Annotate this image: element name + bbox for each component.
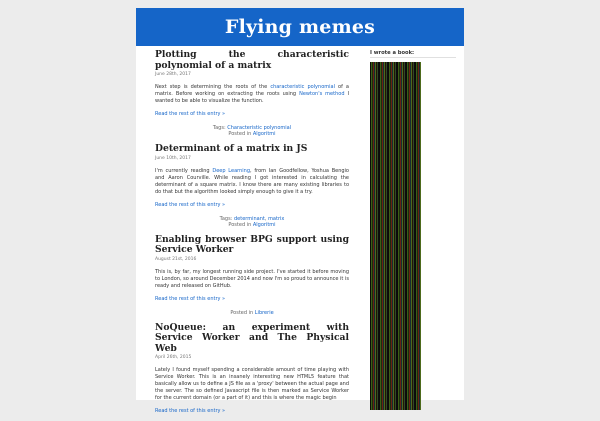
post-date: June 10th, 2017 xyxy=(155,155,191,161)
post-meta xyxy=(155,216,349,228)
post-excerpt xyxy=(155,367,349,402)
excerpt-link[interactable]: characteristic polynomial xyxy=(270,84,335,90)
excerpt-link[interactable]: Newton's method xyxy=(299,91,345,97)
excerpt-text: , from Ian Goodfellow, Yoshua Bengio and Aaron Courville. While reading I got interested in calculating the determinant of a square matrix. I know there are many existing libraries to do that but the algorithm looked simply enough to give it a try. xyxy=(155,167,349,195)
excerpt-text: I wanted to be able to visualize the function. xyxy=(155,91,349,104)
post-category xyxy=(155,310,349,316)
tag-link[interactable]: matrix xyxy=(268,215,285,222)
post-meta xyxy=(155,125,349,137)
read-more-link[interactable]: Read the rest of this entry » xyxy=(155,295,226,302)
read-more-link[interactable]: Read the rest of this entry » xyxy=(155,111,226,117)
post-excerpt xyxy=(155,168,349,196)
post-date: April 26th, 2015 xyxy=(155,355,192,360)
excerpt-text: This is, by far, my longest running side project. I've started it before moving to London, so around December 2014 and now I'm so proud to announce it is ready and released on GitHub. xyxy=(155,268,349,289)
post-title[interactable]: NoQueue: an experiment with Service Worker and The Physical Web xyxy=(155,321,349,354)
sidebar-widget-title: I wrote a book: xyxy=(370,50,456,58)
post-tags: Tags: determinant, matrix xyxy=(219,215,285,222)
post xyxy=(155,144,349,228)
posted-in-label: Posted in xyxy=(228,131,252,137)
post-title[interactable]: Plotting the characteristic polynomial of a matrix xyxy=(155,49,349,71)
read-more-link[interactable]: Read the rest of this entry » xyxy=(155,201,226,208)
book-cover-image[interactable] xyxy=(370,62,421,410)
excerpt-text: I'm currently reading xyxy=(155,167,213,174)
tag-link[interactable]: Characteristic polynomial xyxy=(227,125,292,131)
excerpt-text: Next step is determining the roots of the xyxy=(155,84,271,90)
category-link[interactable]: Librerie xyxy=(254,309,274,316)
post-date: June 28th, 2017 xyxy=(155,72,191,77)
post-category xyxy=(155,222,349,228)
post xyxy=(155,235,349,316)
sidebar xyxy=(370,50,456,410)
posted-in-label: Posted in xyxy=(228,221,252,228)
post-excerpt xyxy=(155,269,349,290)
post-date: August 21st, 2016 xyxy=(155,256,197,262)
site-header xyxy=(136,8,464,46)
post-meta xyxy=(155,310,349,316)
post xyxy=(155,50,349,137)
category-link[interactable]: Algoritmi xyxy=(252,221,276,228)
post-title[interactable]: Enabling browser BPG support using Service Worker xyxy=(155,233,349,255)
excerpt-text: of a matrix. Before working on extracting the roots using xyxy=(155,84,349,97)
post xyxy=(155,323,349,415)
site-title[interactable]: Flying memes xyxy=(224,16,376,38)
post-excerpt xyxy=(155,84,349,105)
post-list xyxy=(155,50,349,421)
post-category xyxy=(155,131,349,137)
excerpt-text: Lately I found myself spending a considerable amount of time playing with Service Worker. This is an insanely interesting new HTML5 feature that basically allow us to define a JS file as a 'proxy' between the actual page and the server. The so defined Javascript file is then marked as Service Worker for the current domain (or a part of it) and this is where the magic begin xyxy=(155,367,349,401)
tags-label: Tags: xyxy=(219,215,233,222)
tag-link[interactable]: determinant xyxy=(233,215,265,222)
category-link[interactable]: Algoritmi xyxy=(252,131,276,137)
post-title[interactable]: Determinant of a matrix in JS xyxy=(155,143,308,154)
tags-label: Tags: xyxy=(212,125,226,131)
excerpt-link[interactable]: Deep Learning xyxy=(212,167,251,174)
read-more-link[interactable]: Read the rest of this entry » xyxy=(155,408,226,414)
page-container xyxy=(136,8,464,414)
posted-in-label: Posted in xyxy=(230,309,254,316)
